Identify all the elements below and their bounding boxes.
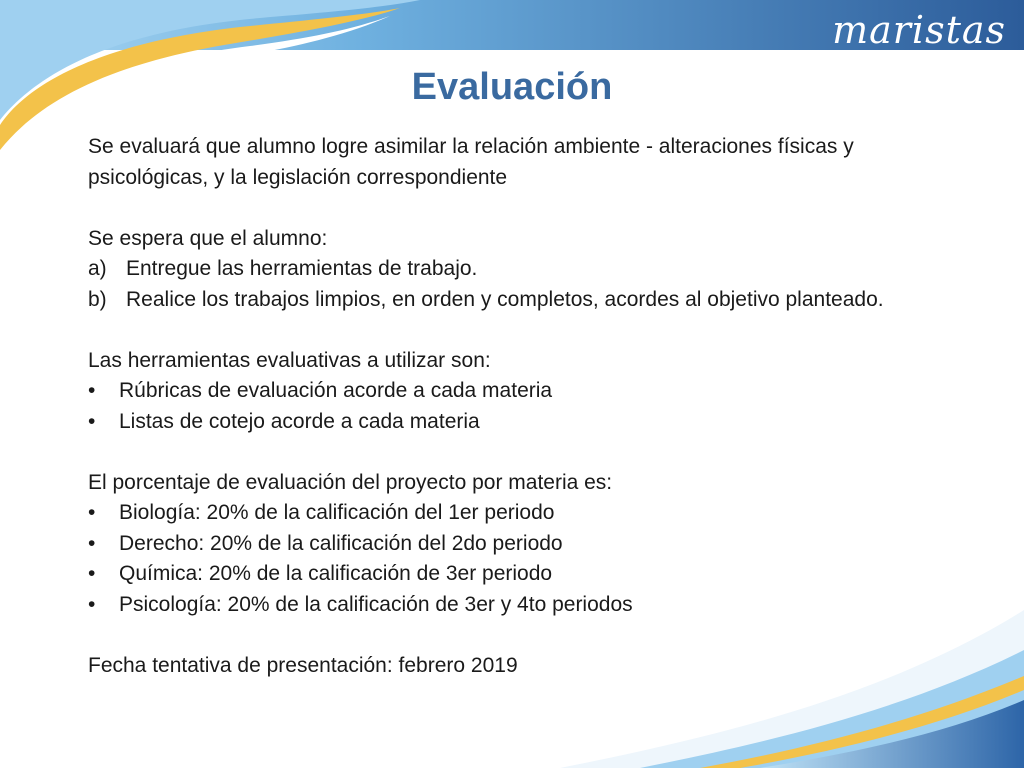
bullet-icon: • [88, 501, 96, 524]
percentage-item [88, 559, 968, 590]
bullet-icon: • [88, 531, 96, 555]
percentages-heading: El porcentaje de evaluación del proyecto por materia es: [88, 470, 613, 494]
bullet-icon: • [88, 409, 96, 433]
bullet-icon: • [88, 379, 96, 402]
percentage-item [88, 529, 968, 560]
list-marker: b) [88, 287, 107, 311]
percentage-text: Biología: 20% de la calificación del 1er periodo [119, 501, 555, 524]
slide-title: Evaluación [411, 66, 613, 108]
percentage-text: Psicología: 20% de la calificación de 3er y 4to periodos [119, 592, 633, 616]
spacer [88, 620, 968, 651]
tool-text: Rúbricas de evaluación acorde a cada materia [119, 379, 553, 402]
tool-text: Listas de cotejo acorde a cada materia [119, 409, 480, 433]
list-marker: a) [88, 257, 107, 280]
expectation-text: Realice los trabajos limpios, en orden y completos, acordes al objetivo planteado. [126, 287, 884, 311]
expectation-item [88, 254, 968, 285]
expectation-text: Entregue las herramientas de trabajo. [126, 257, 478, 280]
intro-paragraph: Se evaluará que alumno logre asimilar la relación ambiente - alteraciones físicas y psicológicas, y la legislación correspondiente [88, 135, 854, 189]
presentation-date: Fecha tentativa de presentación: febrero 2019 [88, 653, 518, 677]
expectations-heading: Se espera que el alumno: [88, 226, 328, 250]
spacer [88, 437, 968, 468]
tool-item [88, 407, 968, 438]
bullet-icon: • [88, 562, 96, 585]
spacer [88, 193, 968, 224]
tool-item [88, 376, 968, 407]
percentage-item [88, 590, 968, 621]
slide-body [88, 132, 968, 681]
tools-heading: Las herramientas evaluativas a utilizar son: [88, 348, 491, 372]
percentage-text: Química: 20% de la calificación de 3er periodo [119, 562, 553, 585]
percentage-item [88, 498, 968, 529]
spacer [88, 315, 968, 346]
expectation-item [88, 285, 968, 316]
bullet-icon: • [88, 592, 96, 616]
percentage-text: Derecho: 20% de la calificación del 2do periodo [119, 531, 563, 555]
maristas-logo: maristas [832, 8, 1006, 52]
